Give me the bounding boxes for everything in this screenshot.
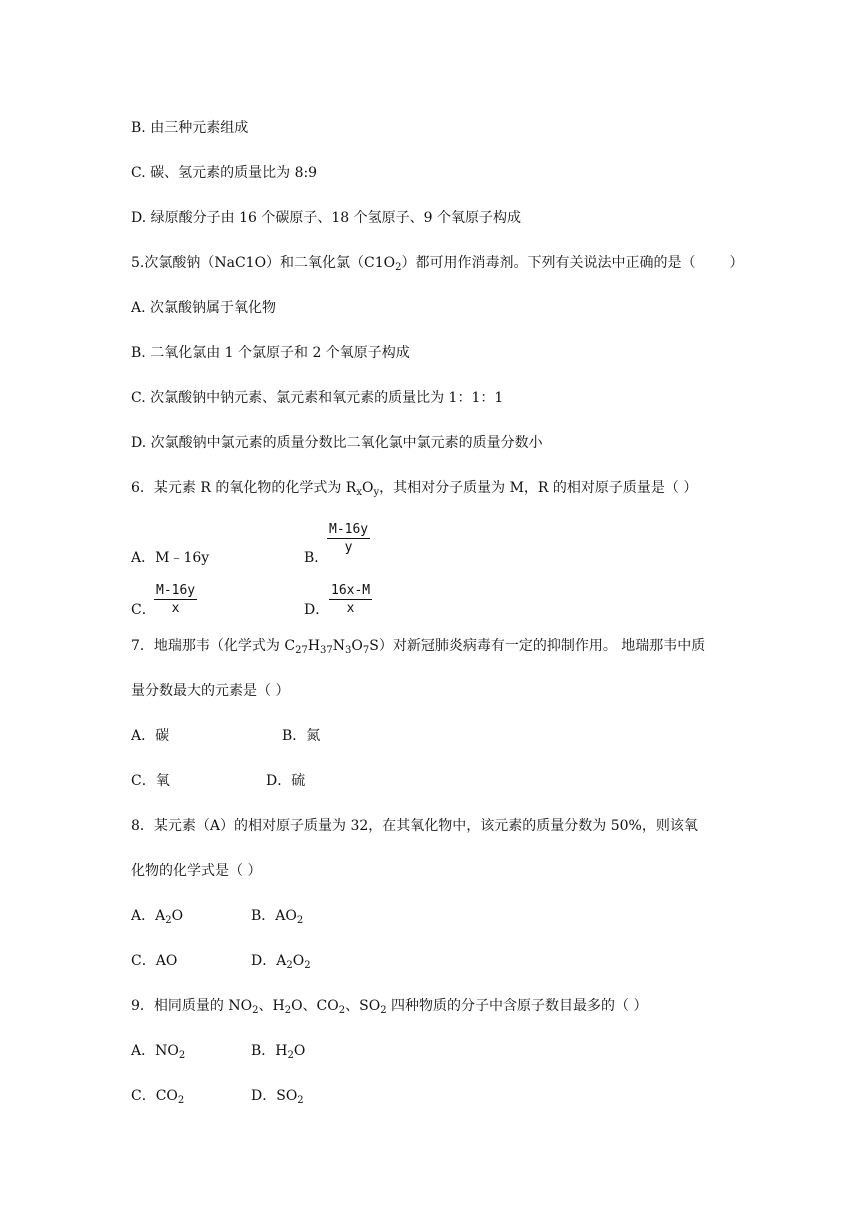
q8-stem: 8．某元素（A）的相对原子质量为 32，在其氧化物中，该元素的质量分数为 50%，则该氧 [131,818,698,834]
q8-option-c: C．AO [131,953,178,969]
q8-option-a: A．$A_2O$ [131,908,184,926]
q8-stem-line2: 化物的化学式是（ ） [131,863,262,879]
q6-option-d-denominator: x [346,601,355,616]
q5-option-d: D. 次氯酸钠中氯元素的质量分数比二氧化氯中氯元素的质量分数小 [131,435,543,451]
q7-option-c: C．氧 [131,773,170,789]
q6-option-b-label: B． [304,550,329,566]
q6-option-d-label: D． [304,602,330,618]
q6-stem: 6．某元素 R 的氧化物的化学式为 $R_xO_y$，其相对分子质量为 M，R 的相对原子质量是（ ） [131,480,698,498]
q4-option-d: D. 绿原酸分子由 16 个碳原子、18 个氢原子、9 个氧原子构成 [131,210,521,226]
q7-option-b: B．氮 [282,728,321,744]
q6-option-d-fraction [329,582,372,617]
q6-option-d-numerator: 16x-M [331,583,371,598]
q7-option-a: A．碳 [131,728,170,744]
q5-option-b: B. 二氧化氯由 1 个氯原子和 2 个氧原子构成 [131,345,410,361]
q7-stem-line2: 量分数最大的元素是（ ） [131,683,290,699]
q4-option-b: B. 由三种元素组成 [131,120,249,136]
q5-option-a: A. 次氯酸钠属于氧化物 [131,300,277,316]
q9-option-d: D．$SO_2$ [251,1088,304,1106]
q6-option-a: A．M﹣16y [131,550,210,566]
q6-option-b-fraction [327,521,370,556]
q5-stem: 5.次氯酸钠（NaC1O）和二氧化氯$(C1O_2)$都可用作消毒剂。下列有关说法中正确的是（ ） [131,255,744,273]
q6-option-c-label: C． [131,602,156,618]
q7-stem: 7．地瑞那韦（化学式为 $C_{27}H_{37}N_3O_7S$）对新冠肺炎病毒有一定的抑制作用。 地瑞那韦中质 [131,638,706,656]
q4-option-c: C. 碳、氢元素的质量比为 8:9 [131,165,318,181]
q6-option-c-numerator: M-16y [156,583,196,598]
q8-option-b: B．$AO_2$ [251,908,304,926]
q9-stem: 9．相同质量的 $NO_2$、$H_2O$、$CO_2$、$SO_2$ 四种物质的分子中含原子数目最多的（ ） [131,998,648,1016]
q8-option-d: D．$A_2O_2$ [251,953,311,971]
q5-option-c: C. 次氯酸钠中钠元素、氯元素和氧元素的质量比为 1：1：1 [131,390,504,406]
q9-option-c: C．$CO_2$ [131,1088,185,1106]
q6-option-b-denominator: y [344,540,353,555]
q6-option-b-numerator: M-16y [329,522,369,537]
q9-option-b: B．$H_2O$ [251,1043,306,1061]
q9-option-a: A．$NO_2$ [131,1043,186,1061]
q6-option-c-fraction [154,582,197,617]
q6-option-c-denominator: x [171,601,180,616]
q7-option-d: D．硫 [266,773,306,789]
